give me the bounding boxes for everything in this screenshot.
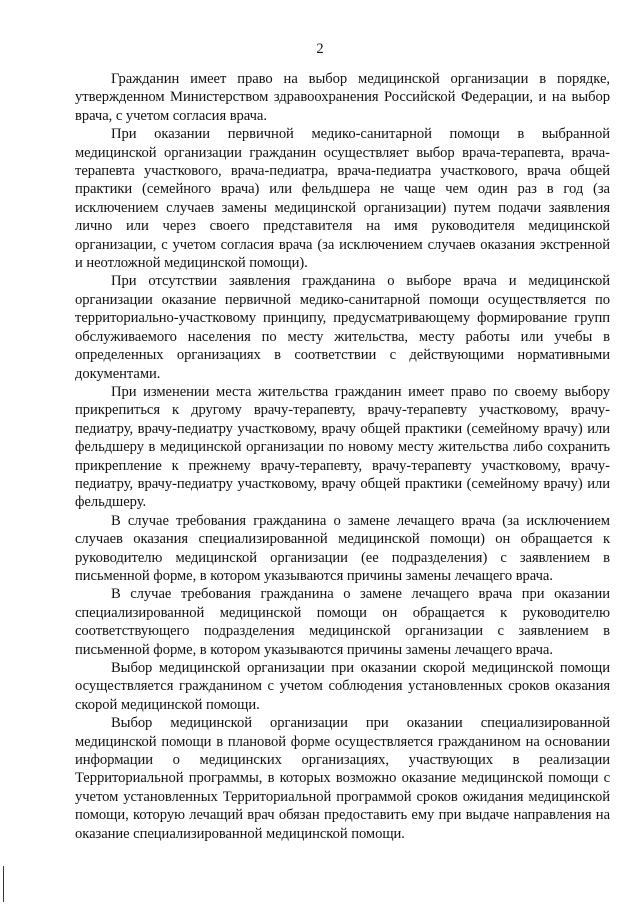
paragraph-change-of-residence: При изменении места жительства гражданин имеет право по своему выбору прикрепиться к другому врачу-терапевту, врачу-терапевту участковому, врачу-педиатру, врачу-педиатру участковому, врачу общей практики (семейному врачу) или фельдшеру в медицинской организации по новому месту жительства либо сохранить прикрепление к прежнему врачу-терапевту, врачу-терапевту участковому, врачу-педиатру, врачу-педиатру участковому, врачу общей практики (семейному врачу) или фельдшеру.	[75, 383, 610, 511]
paragraph-primary-care-choice: При оказании первичной медико-санитарной помощи в выбранной медицинской организации гражданин осуществляет выбор врача-терапевта, врача-терапевта участкового, врача-педиатра, врача-педиатра участкового, врача общей практики (семейного врача) или фельдшера не чаще чем один раз в год (за исключением случаев замены медицинской организации) путем подачи заявления лично или через своего представителя на имя руководителя медицинской организации, с учетом согласия врача (за исключением случаев оказания экстренной и неотложной медицинской помощи).	[75, 126, 610, 272]
paragraph-replace-doctor: В случае требования гражданина о замене лечащего врача (за исключением случаев оказания специализированной медицинской помощи) он обращается к руководителю медицинской организации (ее подразделения) с заявлением в письменной форме, в котором указываются причины замены лечащего врача.	[75, 512, 610, 584]
paragraph-specialized-care-choice: Выбор медицинской организации при оказании специализированной медицинской помощи в плановой форме осуществляется гражданином на основании информации о медицинских организациях, участвующих в реализации Территориальной программы, в которых возможно оказание медицинской помощи с учетом установленных Территориальной программой сроков ожидания медицинской помощи, которую лечащий врач обязан предоставить ему при выдаче направления на оказание специализированной медицинской помощи.	[75, 715, 610, 842]
scan-edge-mark	[3, 866, 4, 902]
page-number: 2	[316, 41, 324, 57]
paragraph-emergency-care-choice: Выбор медицинской организации при оказании скорой медицинской помощи осуществляется гражданином с учетом соблюдения установленных сроков оказания скорой медицинской помощи.	[75, 660, 610, 713]
paragraph-replace-doctor-specialized: В случае требования гражданина о замене лечащего врача при оказании специализированной медицинской помощи он обращается к руководителю соответствующего подразделения медицинской организации с заявлением в письменной форме, в котором указываются причины замены лечащего врача.	[75, 586, 610, 658]
paragraph-no-application: При отсутствии заявления гражданина о выборе врача и медицинской организации оказание первичной медико-санитарной помощи осуществляется по территориально-участковому принципу, предусматривающему формирование групп обслуживаемого населения по месту жительства, месту работы или учебы в определенных организациях в соответствии с действующими нормативными документами.	[75, 273, 610, 382]
paragraph-choice-of-organization: Гражданин имеет право на выбор медицинской организации в порядке, утвержденном Министерством здравоохранения Российской Федерации, и на выбор врача, с учетом согласия врача.	[75, 71, 610, 124]
document-body	[75, 70, 610, 843]
